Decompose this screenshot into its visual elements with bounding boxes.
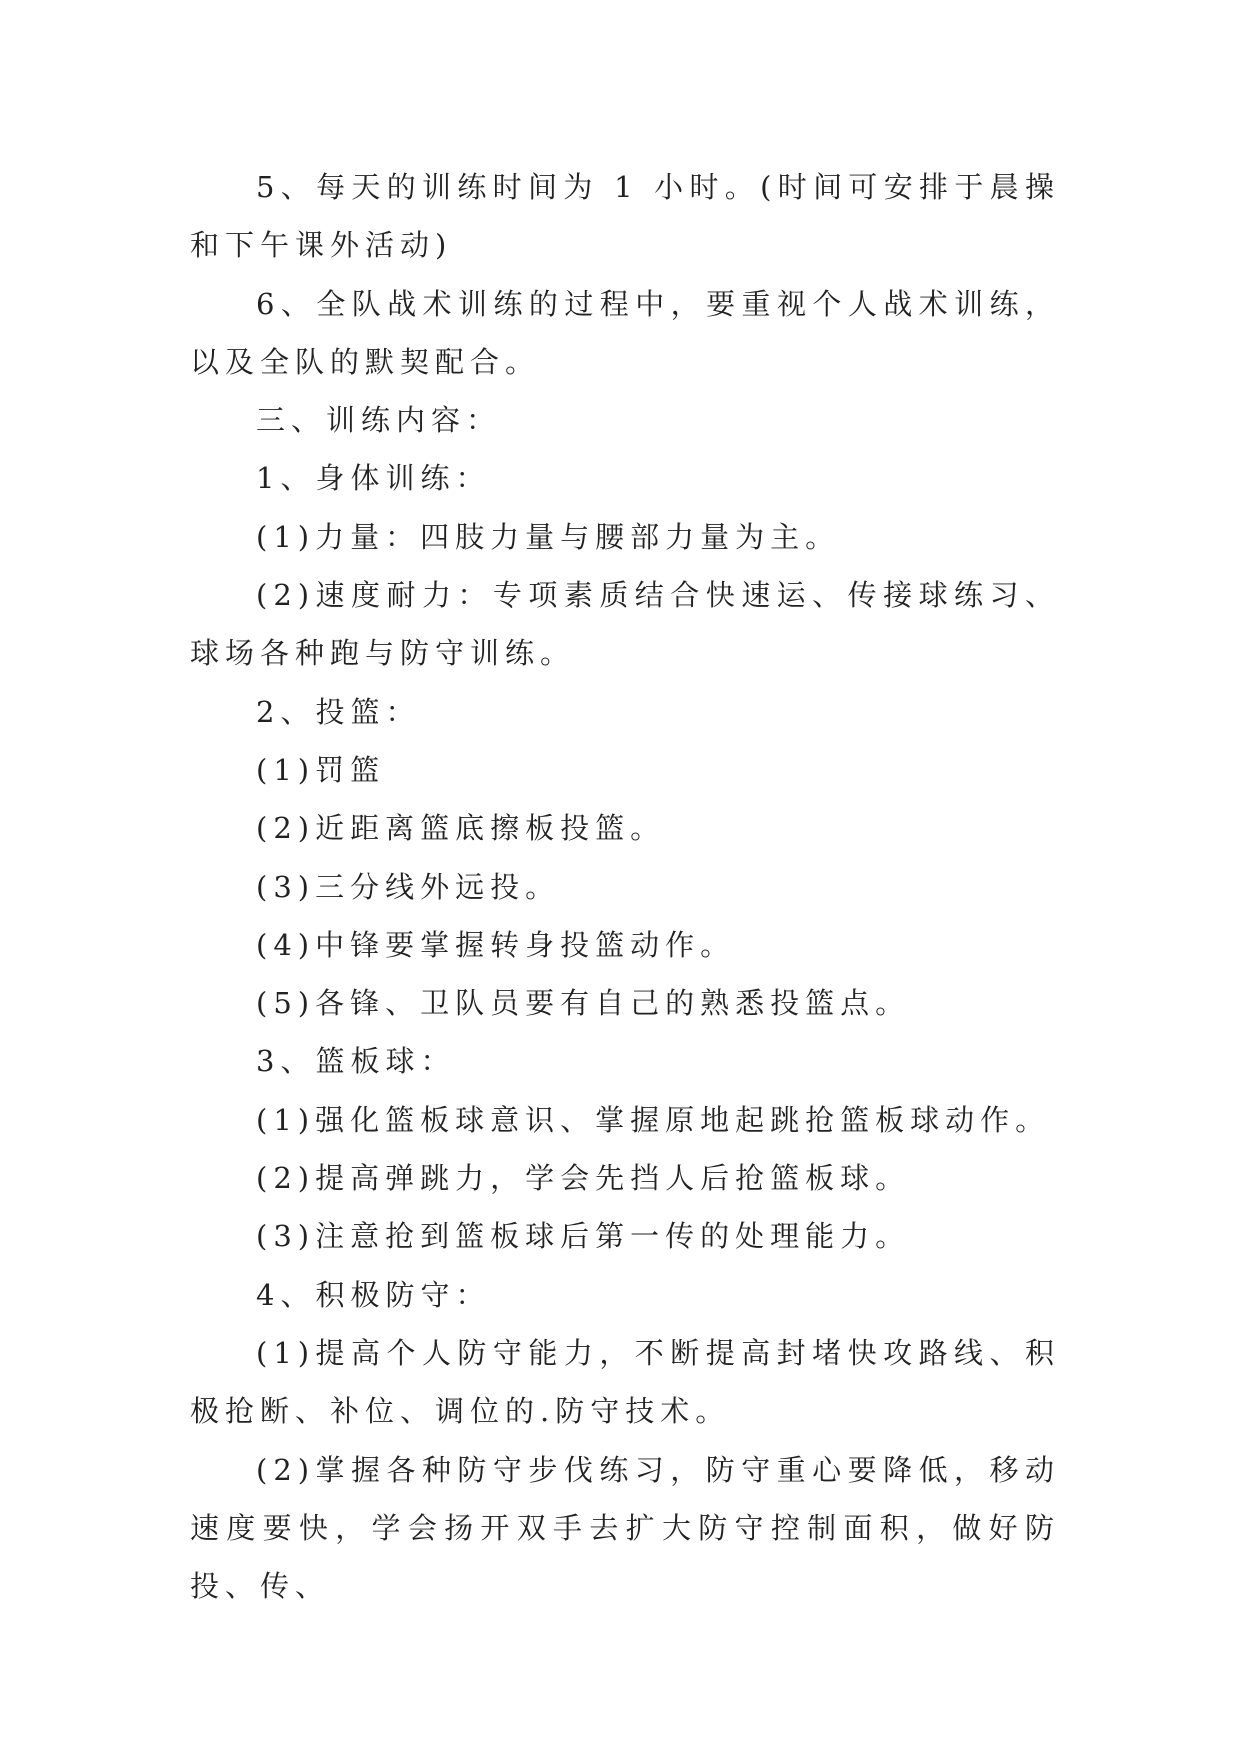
list-item-rebound-awareness: (1)强化篮板球意识、掌握原地起跳抢篮板球动作。 [256,1102,1051,1137]
paragraph-tactical-training: 6、全队战术训练的过程中，要重视个人战术训练，以及全队的默契配合。 [190,286,1060,379]
subheading-physical-training: 1、身体训练： [256,461,491,496]
list-item-three-point: (3)三分线外远投。 [256,869,561,904]
list-item-individual-defense: (1)提高个人防守能力，不断提高封堵快攻路线、积极抢断、补位、调位的.防守技术。 [190,1335,1060,1429]
subheading-shooting: 2、投篮： [256,694,421,729]
section-heading-training-content: 三、训练内容： [256,403,502,438]
list-item-shooting-spots: (5)各锋、卫队员要有自己的熟悉投篮点。 [256,986,911,1021]
list-item-close-bank-shot: (2)近距离篮底擦板投篮。 [256,811,666,846]
list-item-jumping: (2)提高弹跳力，学会先挡人后抢篮板球。 [256,1161,911,1196]
document-body [190,158,1060,1615]
paragraph-training-time: 5、每天的训练时间为 1 小时。(时间可安排于晨操和下午课外活动) [190,170,1060,263]
list-item-speed-endurance: (2)速度耐力：专项素质结合快速运、传接球练习、球场各种跑与防守训练。 [190,578,1060,671]
list-item-free-throw: (1)罚篮 [256,752,386,787]
subheading-rebounding: 3、篮板球： [256,1044,456,1079]
list-item-outlet-pass: (3)注意抢到篮板球后第一传的处理能力。 [256,1219,911,1254]
list-item-center-turnaround: (4)中锋要掌握转身投篮动作。 [256,927,736,962]
subheading-active-defense: 4、积极防守： [256,1277,491,1312]
list-item-strength: (1)力量：四肢力量与腰部力量为主。 [256,519,841,554]
list-item-defensive-footwork: (2)掌握各种防守步伐练习，防守重心要降低，移动速度要快，学会扬开双手去扩大防守控制面积，做好防投、传、 [190,1452,1060,1604]
